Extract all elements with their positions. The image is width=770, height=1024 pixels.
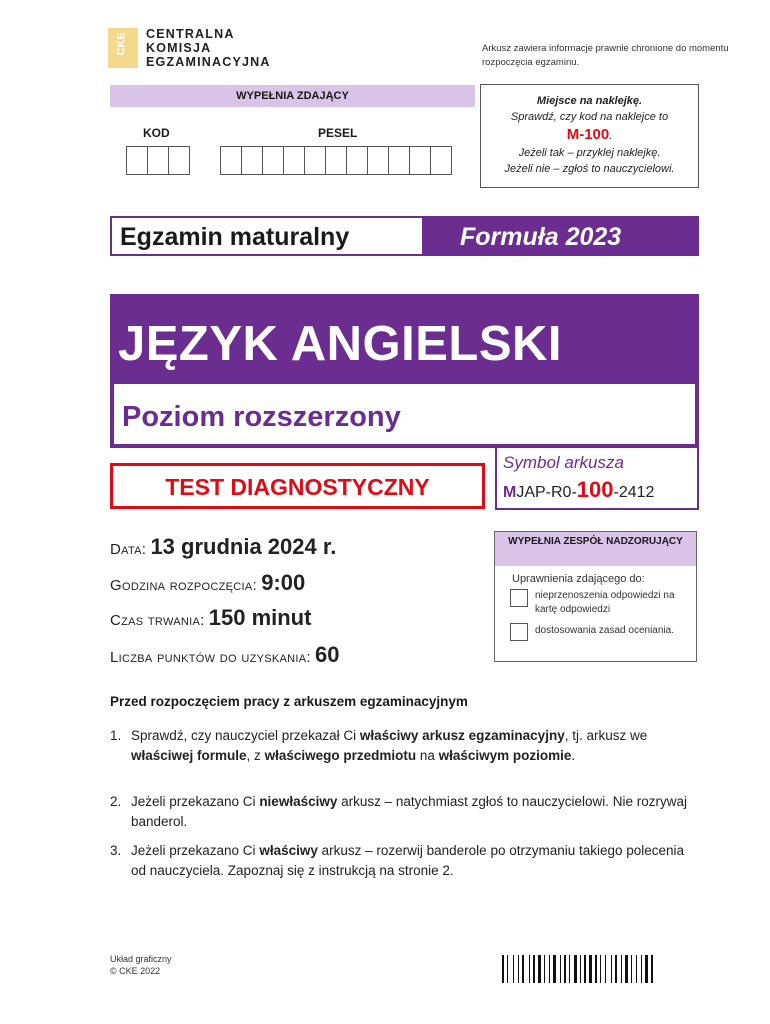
instruction-text: , z	[246, 748, 265, 763]
barcode-bar	[513, 955, 514, 983]
instruction-text: Jeżeli przekazano Ci	[131, 794, 260, 809]
barcode-bar	[600, 955, 601, 983]
points-value: 60	[315, 642, 340, 667]
barcode-bar	[505, 955, 506, 983]
option2-label: dostosowania zasad oceniania.	[535, 625, 674, 636]
pesel-box[interactable]	[241, 146, 263, 175]
instruction-text: , tj. arkusz we	[564, 728, 648, 743]
cke-logo-mark	[108, 28, 138, 68]
kod-box[interactable]	[147, 146, 169, 175]
pesel-box[interactable]	[430, 146, 452, 175]
option1-checkbox[interactable]	[510, 589, 528, 607]
barcode-bar	[557, 955, 559, 983]
instruction-bold: właściwego przedmiotu	[264, 748, 417, 763]
barcode-bar	[546, 955, 548, 983]
barcode-bar	[636, 955, 637, 983]
pesel-box[interactable]	[325, 146, 347, 175]
cke-logo-text	[146, 27, 271, 69]
instruction-number: 3.	[110, 843, 122, 858]
supervisors-subheader: Uprawnienia zdającego do:	[512, 573, 645, 585]
date-label: Data:	[110, 541, 147, 558]
sticker-title: Miejsce na naklejkę.	[536, 95, 643, 107]
pesel-box[interactable]	[409, 146, 431, 175]
option1-label: nieprzenoszenia odpowiedzi na kartę odpowiedzi	[535, 590, 675, 615]
footer	[110, 953, 172, 977]
pesel-label: PESEL	[318, 126, 358, 140]
barcode-bar	[553, 955, 556, 983]
instruction-bold: właściwy	[259, 843, 318, 858]
duration-line	[110, 605, 311, 631]
barcode-bar	[598, 955, 599, 983]
start-label: Godzina rozpoczęcia:	[110, 577, 258, 594]
barcode-bar	[529, 955, 530, 983]
barcode-bar	[623, 955, 624, 983]
kod-box[interactable]	[126, 146, 148, 175]
barcode-bar	[649, 955, 650, 983]
barcode-bar	[562, 955, 563, 983]
barcode-bar	[564, 955, 566, 983]
sticker-code: M-100	[566, 126, 610, 143]
barcode-bar	[651, 955, 653, 983]
barcode-bar	[509, 955, 512, 983]
instructions-title: Przed rozpoczęciem pracy z arkuszem egzaminacyjnym	[110, 694, 468, 709]
sticker-area	[480, 84, 699, 188]
date-line	[110, 534, 336, 560]
pesel-box[interactable]	[283, 146, 305, 175]
barcode-bar	[625, 955, 628, 983]
instruction-bold: niewłaściwy	[259, 794, 338, 809]
barcode-bar	[538, 955, 541, 983]
barcode-bar	[560, 955, 561, 983]
barcode-bar	[618, 955, 620, 983]
kod-box[interactable]	[168, 146, 190, 175]
barcode-bar	[518, 955, 519, 983]
duration-label: Czas trwania:	[110, 612, 205, 629]
sticker-line-1: Sprawdź, czy kod na naklejce to	[510, 111, 669, 123]
instruction-number: 1.	[110, 728, 122, 743]
barcode-bar	[574, 955, 577, 983]
barcode-bar	[641, 955, 642, 983]
barcode-bar	[633, 955, 635, 983]
instruction-number: 2.	[110, 794, 122, 809]
exam-level: Poziom rozszerzony	[110, 384, 699, 448]
duration-value: 150 minut	[208, 605, 312, 630]
candidate-fill-header: WYPEŁNIA ZDAJĄCY	[110, 85, 475, 107]
barcode-bar	[607, 955, 610, 983]
instruction-item	[110, 841, 690, 881]
footer-line-1: Układ graficzny	[110, 954, 172, 964]
barcode-bar	[629, 955, 630, 983]
barcode-bar	[544, 955, 545, 983]
barcode-bar	[631, 955, 632, 983]
logo-line-2: KOMISJA	[146, 41, 212, 55]
sticker-line-3: Jeżeli nie – zgłoś to nauczycielowi.	[504, 163, 675, 175]
pesel-field[interactable]	[220, 146, 451, 175]
barcode-bar	[643, 955, 644, 983]
barcode-bar	[638, 955, 640, 983]
symbol-code	[503, 477, 654, 503]
barcode-bar	[515, 955, 517, 983]
barcode	[502, 955, 698, 983]
pesel-box[interactable]	[262, 146, 284, 175]
instruction-text: Jeżeli przekazano Ci	[131, 843, 260, 858]
barcode-bar	[589, 955, 592, 983]
subject-title: JĘZYK ANGIELSKI	[110, 294, 699, 384]
sticker-line-2: Jeżeli tak – przyklej naklejkę.	[518, 147, 661, 159]
barcode-bar	[502, 955, 504, 983]
barcode-bar	[571, 955, 573, 983]
date-value: 13 grudnia 2024 r.	[150, 534, 337, 559]
logo-line-3: EGZAMINACYJNA	[146, 55, 271, 69]
symbol-code-mid: JAP-R0-	[516, 484, 577, 501]
barcode-bar	[525, 955, 528, 983]
barcode-bar	[602, 955, 604, 983]
instruction-text: arkusz – natychmiast zgłoś to nauczycielowi. Nie rozrywaj banderol.	[131, 794, 687, 829]
barcode-bar	[593, 955, 594, 983]
barcode-bar	[595, 955, 597, 983]
instruction-item	[110, 726, 690, 766]
barcode-bar	[569, 955, 570, 983]
exam-type-bar	[110, 216, 699, 256]
start-value: 9:00	[261, 570, 306, 595]
kod-label: KOD	[143, 126, 170, 140]
barcode-bar	[578, 955, 579, 983]
instruction-bold: właściwej formule	[131, 748, 247, 763]
logo-mark-text: CKE	[115, 32, 128, 56]
instruction-text: arkusz – rozerwij banderole po otrzymaniu takiego polecenia od nauczyciela. Zapoznaj się z instrukcją na stronie 2.	[131, 843, 685, 878]
barcode-bar	[520, 955, 521, 983]
barcode-bar	[613, 955, 614, 983]
instruction-bold: właściwy arkusz egzaminacyjny	[359, 728, 565, 743]
points-label: Liczba punktów do uzyskania:	[110, 649, 311, 666]
barcode-bar	[567, 955, 568, 983]
barcode-bar	[536, 955, 537, 983]
barcode-bar	[580, 955, 581, 983]
pesel-box[interactable]	[367, 146, 389, 175]
symbol-label: Symbol arkusza	[503, 453, 624, 472]
exam-formula: Formuła 2023	[422, 218, 697, 254]
barcode-bar	[645, 955, 648, 983]
barcode-bar	[605, 955, 606, 983]
instruction-text: Sprawdź, czy nauczyciel przekazał Ci	[131, 728, 360, 743]
symbol-code-end: -2412	[613, 484, 655, 501]
instruction-item	[110, 792, 690, 832]
barcode-bar	[531, 955, 532, 983]
instruction-text: .	[571, 748, 576, 763]
exam-type: Egzamin maturalny	[112, 218, 422, 254]
symbol-code-number: 100	[576, 477, 614, 502]
logo-line-1: CENTRALNA	[146, 27, 235, 41]
barcode-bar	[549, 955, 550, 983]
supervisors-header: WYPEŁNIA ZESPÓŁ NADZORUJĄCY	[495, 532, 696, 566]
barcode-bar	[582, 955, 583, 983]
test-label: TEST DIAGNOSTYCZNY	[110, 463, 485, 509]
barcode-bar	[615, 955, 617, 983]
sticker-code-suffix: .	[609, 130, 613, 142]
barcode-bar	[522, 955, 524, 983]
option2-checkbox[interactable]	[510, 623, 528, 641]
points-line	[110, 642, 340, 668]
instruction-bold: właściwym poziomie	[438, 748, 572, 763]
barcode-bar	[611, 955, 612, 983]
barcode-bar	[542, 955, 543, 983]
barcode-bar	[584, 955, 586, 983]
instruction-text: na	[416, 748, 439, 763]
barcode-bar	[507, 955, 508, 983]
kod-field[interactable]	[126, 146, 189, 175]
barcode-bar	[533, 955, 535, 983]
start-line	[110, 570, 305, 596]
barcode-bar	[587, 955, 588, 983]
footer-line-2: © CKE 2022	[110, 966, 161, 976]
symbol-code-m: M	[503, 484, 517, 501]
pesel-box[interactable]	[220, 146, 242, 175]
protection-notice: Arkusz zawiera informacje prawnie chronione do momentu rozpoczęcia egzaminu.	[482, 43, 729, 68]
barcode-bar	[621, 955, 622, 983]
pesel-box[interactable]	[346, 146, 368, 175]
barcode-bar	[551, 955, 552, 983]
pesel-box[interactable]	[388, 146, 410, 175]
barcode-bar	[654, 955, 655, 983]
pesel-box[interactable]	[304, 146, 326, 175]
